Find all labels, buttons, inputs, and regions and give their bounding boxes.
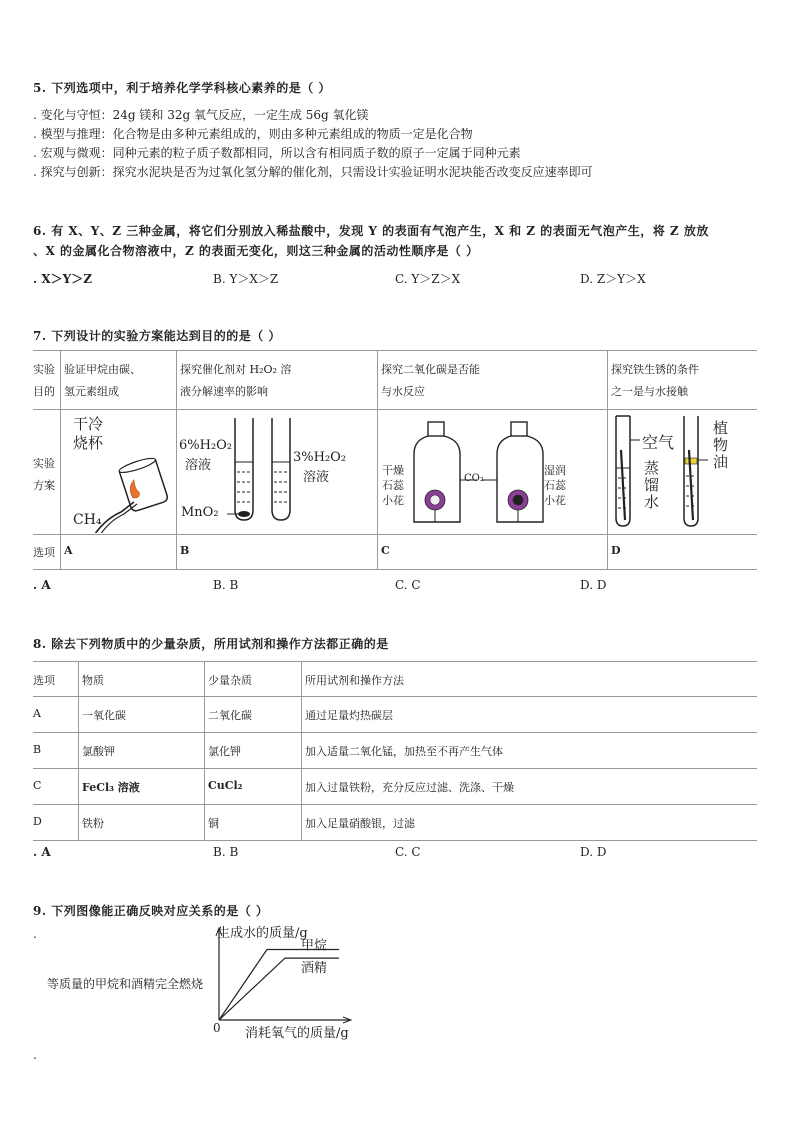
fig-c-label-left: 干燥: [382, 464, 404, 477]
cell-text: B: [33, 743, 42, 756]
q15-stem: 5. 下列选项中，利于培养化学学科核心素养的是（ ）: [33, 81, 331, 95]
q17-letter-d: [608, 535, 758, 570]
table-cell: [205, 733, 302, 769]
cell-text: 加入适量二氧化锰，加热至不再产生气体: [305, 745, 503, 758]
table-cell: [205, 697, 302, 733]
q17-letter: A: [64, 544, 73, 557]
q17-purpose-c: [378, 351, 608, 410]
fig-a-label-gas: CH₄: [73, 512, 102, 528]
q18-choice-a: . A: [33, 845, 51, 859]
cell-text: CuCl₂: [208, 779, 243, 792]
q17-choice-d: D. D: [580, 578, 607, 592]
cell-text: 氯化钾: [208, 745, 241, 758]
table-cell: [33, 697, 79, 733]
q15-option-b: . 模型与推理：化合物是由多种元素组成的，则由多种元素组成的物质一定是化合物: [33, 127, 473, 141]
x-axis-label: 消耗氧气的质量/g: [245, 1026, 349, 1041]
q17-scheme-c: [378, 410, 608, 535]
table-cell: [79, 733, 205, 769]
table-cell: [33, 733, 79, 769]
test-tube-icon: [235, 418, 253, 520]
q17-label-line: 方案: [33, 479, 55, 492]
table-header-cell: [205, 662, 302, 697]
q16-choice-c: C. Y＞Z＞X: [395, 272, 461, 286]
fig-c-label-right: 石蕊: [544, 479, 566, 492]
q17-choice-a: . A: [33, 578, 51, 592]
q17-label-line: 目的: [33, 385, 55, 398]
fig-b-label-left1: 6%H₂O₂: [179, 438, 233, 453]
q17-scheme-d: [608, 410, 758, 535]
table-header-row: [33, 662, 757, 697]
q17-label-line: 实验: [33, 457, 55, 470]
table-row: [33, 733, 757, 769]
table-cell: [302, 697, 758, 733]
q19-marker-b: .: [33, 1048, 37, 1062]
q19-stem: 9. 下列图像能正确反映对应关系的是（ ）: [33, 904, 269, 918]
q16-stem-line2: 、X 的金属化合物溶液中，Z 的表面无变化，则这三种金属的活动性顺序是（ ）: [33, 244, 479, 258]
fig-c-label-right: 湿润: [544, 464, 566, 477]
y-axis-label: 生成水的质量/g: [217, 926, 308, 941]
table-cell: [79, 769, 205, 805]
q17-scheme-a: [61, 410, 177, 535]
q17-purpose-line: 探究铁生锈的条件: [611, 363, 699, 376]
cell-text: 少量杂质: [208, 674, 252, 687]
fig-c-label-left: 石蕊: [382, 479, 404, 492]
test-tube-icon: [616, 416, 630, 526]
fig-b-label-left2: 溶液: [185, 458, 212, 473]
fig-d-label-water: 蒸: [644, 459, 660, 477]
test-tube-icon: [684, 416, 698, 526]
cell-text: C: [33, 779, 42, 792]
q17-row-label-scheme: [33, 410, 61, 535]
q19-chart: [205, 924, 405, 1044]
table-header-cell: [302, 662, 758, 697]
q15-option-d: . 探究与创新：探究水泥块是否为过氧化氢分解的催化剂，只需设计实验证明水泥块能否改变反应速率即可: [33, 165, 593, 179]
fig-b-label-right1: 3%H₂O₂: [293, 450, 347, 465]
fig-c-label-right: 小花: [544, 494, 566, 507]
cell-text: 选项: [33, 674, 55, 687]
q17-purpose-a: [61, 351, 177, 410]
cell-text: A: [33, 707, 41, 720]
q19-caption: 等质量的甲烷和酒精完全燃烧: [47, 977, 204, 991]
q17-choice-c: C. C: [395, 578, 421, 592]
fig-c-label-left: 小花: [382, 494, 404, 507]
q17-row-label-purpose: [33, 351, 61, 410]
fig-d-label-air: 空气: [642, 433, 675, 452]
table-cell: [205, 769, 302, 805]
q15-option-a: . 变化与守恒：24g 镁和 32g 氧气反应，一定生成 56g 氧化镁: [33, 108, 369, 122]
cell-text: 所用试剂和操作方法: [305, 674, 404, 687]
q17-scheme-b: [177, 410, 378, 535]
fig-b-label-right2: 溶液: [303, 470, 330, 485]
fig-d-label-water: 水: [644, 493, 660, 511]
table-cell: [33, 769, 79, 805]
q17-purpose-line: 验证甲烷由碳、: [64, 363, 141, 376]
cell-text: 加入足量硝酸银，过滤: [305, 817, 415, 830]
cell-text: D: [33, 815, 42, 828]
q16-choice-b: B. Y＞X＞Z: [213, 272, 279, 286]
q17-stem: 7. 下列设计的实验方案能达到目的的是（ ）: [33, 329, 281, 343]
cell-text: 加入过量铁粉，充分反应过滤、洗涤、干燥: [305, 781, 514, 794]
cell-text: 一氧化碳: [82, 709, 126, 722]
q18-stem: 8. 除去下列物质中的少量杂质，所用试剂和操作方法都正确的是: [33, 637, 389, 651]
q18-choice-c: C. C: [395, 845, 421, 859]
q17-purpose-d: [608, 351, 758, 410]
q17-choice-b: B. B: [213, 578, 239, 592]
q17-letter: D: [611, 544, 621, 557]
table-header-cell: [33, 662, 79, 697]
table-cell: [33, 805, 79, 841]
q17-purpose-line: 探究二氧化碳是否能: [381, 363, 480, 376]
q17-purpose-line: 液分解速率的影响: [180, 385, 268, 398]
q17-purpose-line: 氢元素组成: [64, 385, 119, 398]
q17-letter: B: [180, 544, 190, 557]
q17-label-line: 实验: [33, 363, 55, 376]
fig-c-label-gas: CO₂: [464, 473, 484, 484]
q17-fig-d: [608, 410, 756, 533]
table-cell: [79, 805, 205, 841]
q15-option-c: . 宏观与微观：同种元素的粒子质子数都相同，所以含有相同质子数的原子一定属于同种元素: [33, 146, 521, 160]
bottle-icon: [497, 422, 543, 522]
table-cell: [302, 805, 758, 841]
q17-letter-b: [177, 535, 378, 570]
fig-a-label-cup1: 干冷: [73, 415, 104, 433]
cell-text: 铜: [208, 817, 219, 830]
q17-purpose-line: 之一是与水接触: [611, 385, 688, 398]
cell-text: 二氧化碳: [208, 709, 252, 722]
fig-d-label-oil: 油: [713, 453, 729, 471]
cell-text: 铁粉: [82, 817, 104, 830]
series-label-1: 甲烷: [301, 938, 328, 954]
table-row: [33, 805, 757, 841]
q17-label-line: 选项: [33, 546, 55, 559]
cell-text: 物质: [82, 674, 104, 687]
fig-d-label-oil: 植: [713, 419, 729, 437]
series-label-2: 酒精: [301, 961, 328, 977]
series-line-1: [219, 950, 339, 1021]
q17-purpose-line: 与水反应: [381, 385, 425, 398]
q17-letter: C: [381, 544, 390, 557]
q17-letter-a: [61, 535, 177, 570]
table-cell: [79, 697, 205, 733]
test-tube-icon: [272, 418, 290, 520]
q17-table: [33, 350, 757, 570]
cell-text: 通过足量灼热碳层: [305, 709, 393, 722]
cell-text: FeCl₃ 溶液: [82, 781, 140, 794]
table-row: [33, 769, 757, 805]
q16-choice-a: . X＞Y＞Z: [33, 272, 92, 286]
table-cell: [302, 733, 758, 769]
q17-row-label-option: [33, 535, 61, 570]
bottle-icon: [414, 422, 460, 522]
fig-b-label-catalyst: MnO₂: [181, 505, 219, 520]
fig-a-label-cup2: 烧杯: [73, 434, 104, 452]
q18-table: [33, 661, 757, 841]
fig-d-label-oil: 物: [713, 436, 729, 454]
table-cell: [302, 769, 758, 805]
cell-text: 氯酸钾: [82, 745, 115, 758]
fig-d-label-water: 馏: [644, 476, 660, 494]
q17-fig-c: [378, 410, 607, 533]
q19-marker-a: .: [33, 927, 37, 941]
flame-icon: [130, 480, 139, 498]
beaker-icon: [118, 456, 169, 512]
q16-choice-d: D. Z＞Y＞X: [580, 272, 646, 286]
table-row: [33, 697, 757, 733]
q18-choice-b: B. B: [213, 845, 239, 859]
table-cell: [205, 805, 302, 841]
table-header-cell: [79, 662, 205, 697]
q17-purpose-b: [177, 351, 378, 410]
q17-purpose-line: 探究催化剂对 H₂O₂ 溶: [180, 363, 292, 376]
q18-choice-d: D. D: [580, 845, 607, 859]
q17-letter-c: [378, 535, 608, 570]
origin-label: 0: [213, 1021, 221, 1035]
q16-stem-line1: 6. 有 X、Y、Z 三种金属，将它们分别放入稀盐酸中，发现 Y 的表面有气泡产生，X 和 Z 的表面无气泡产生，将 Z 放放: [33, 224, 709, 238]
